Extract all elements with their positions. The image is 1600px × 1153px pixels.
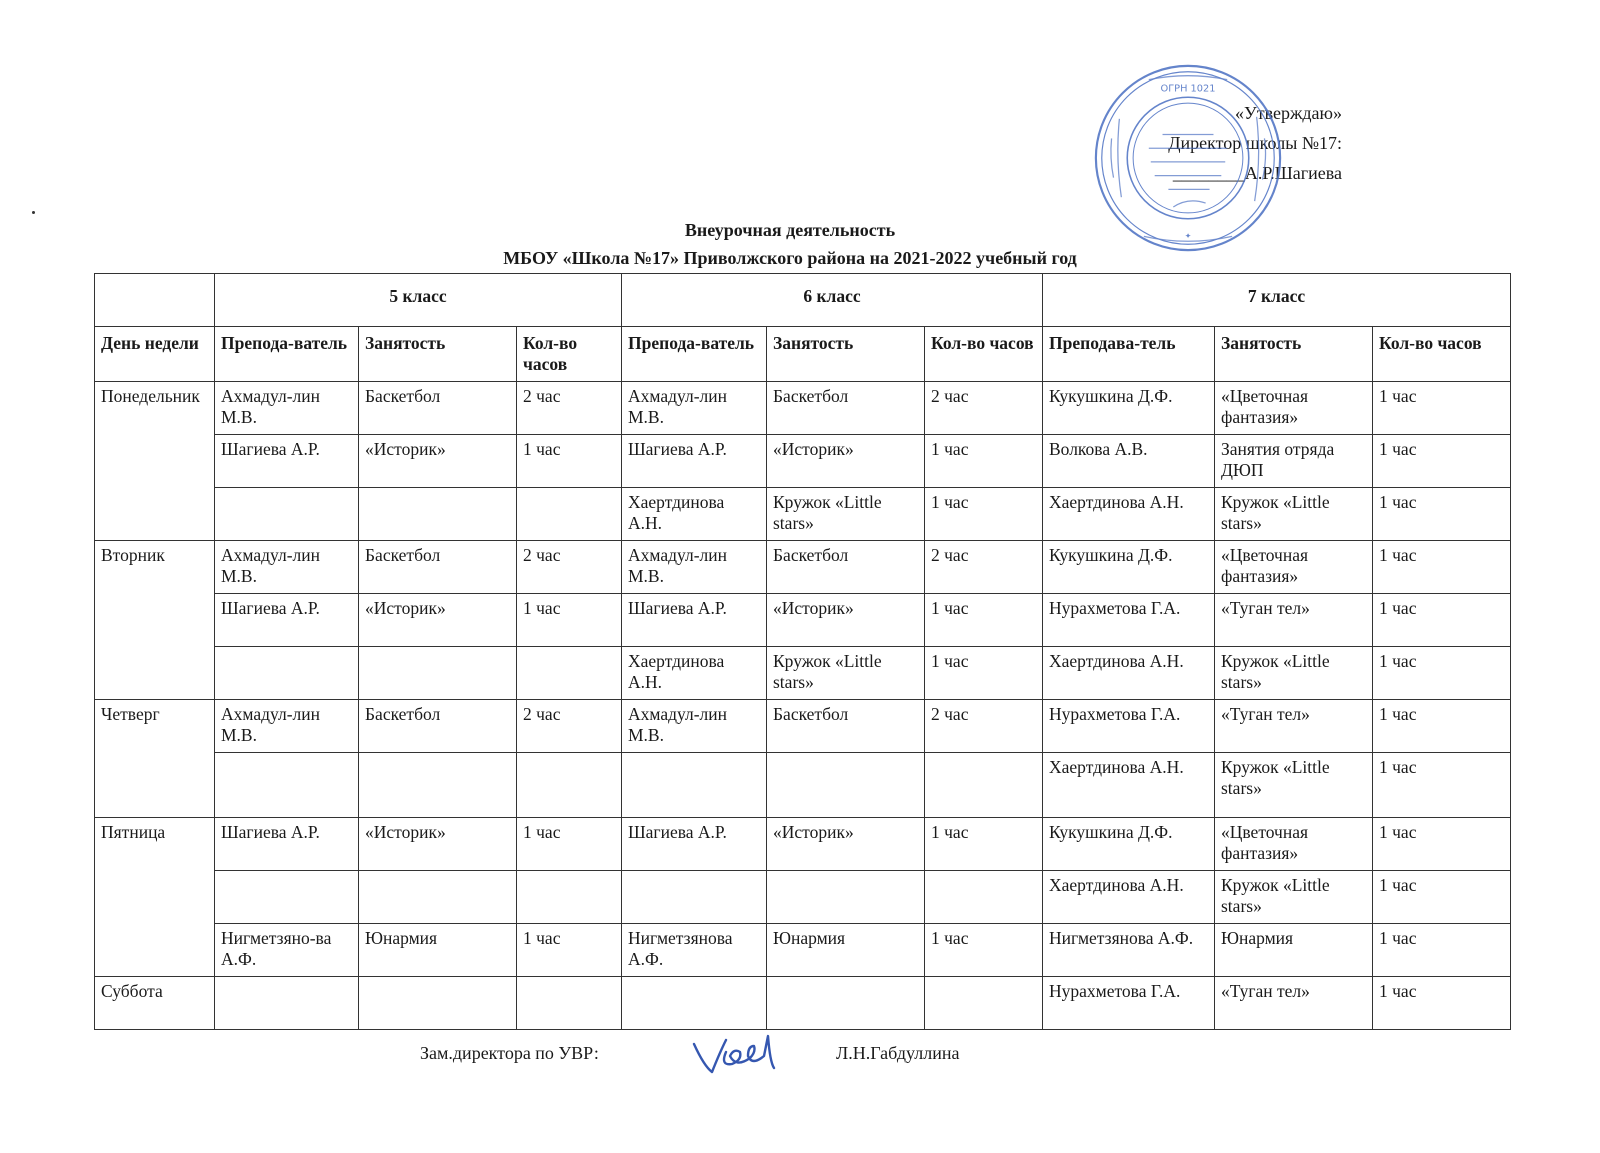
teacher-cell: Хаертдинова А.Н. [622,647,767,700]
activity-cell [359,647,517,700]
column-header-teacher: Препода-ватель [215,327,359,382]
teacher-cell [622,871,767,924]
activity-cell: «Историк» [359,818,517,871]
table-row [95,924,1511,977]
hours-cell: 1 час [517,594,622,647]
teacher-cell [215,753,359,818]
teacher-cell: Шагиева А.Р. [215,594,359,647]
activity-cell: «Туган тел» [1215,594,1373,647]
teacher-cell: Хаертдинова А.Н. [1043,753,1215,818]
teacher-cell: Ахмадул-лин М.В. [622,700,767,753]
activity-cell: Кружок «Little stars» [767,488,925,541]
school-stamp-icon [1090,60,1286,256]
table-row [95,488,1511,541]
activity-cell: «Цветочная фантазия» [1215,382,1373,435]
hours-cell: 1 час [1373,977,1511,1030]
teacher-cell: Кукушкина Д.Ф. [1043,382,1215,435]
grade-5-header: 5 класс [215,274,622,327]
activity-cell [359,488,517,541]
deputy-director-role: Зам.директора по УВР: [420,1043,599,1063]
activity-cell: Кружок «Little stars» [1215,871,1373,924]
activity-cell: «Историк» [767,435,925,488]
teacher-cell [215,871,359,924]
teacher-cell: Нигметзянова А.Ф. [622,924,767,977]
approval-line-1: «Утверждаю» [1234,103,1342,123]
hours-cell: 2 час [925,541,1043,594]
teacher-cell: Нигметзянова А.Ф. [1043,924,1215,977]
table-row [95,977,1511,1030]
activity-cell: «Историк» [767,818,925,871]
table-row [95,753,1511,818]
teacher-cell: Хаертдинова А.Н. [1043,871,1215,924]
activity-cell: Кружок «Little stars» [1215,488,1373,541]
empty-corner-cell [95,274,215,327]
hours-cell [517,647,622,700]
teacher-cell: Хаертдинова А.Н. [1043,647,1215,700]
teacher-cell: Шагиева А.Р. [215,435,359,488]
column-header-activity: Занятость [1215,327,1373,382]
teacher-cell [215,647,359,700]
activity-cell: Кружок «Little stars» [1215,753,1373,818]
teacher-cell: Нурахметова Г.А. [1043,594,1215,647]
teacher-cell: Ахмадул-лин М.В. [215,541,359,594]
activity-cell: Баскетбол [359,700,517,753]
approval-line-2: Директор школы №17: [1168,133,1342,153]
stamp-inner-text: ОГРН 1021 [1160,83,1216,95]
grade-7-header: 7 класс [1043,274,1511,327]
activity-cell: «Историк» [359,594,517,647]
hours-cell: 1 час [1373,435,1511,488]
teacher-cell: Ахмадул-лин М.В. [215,382,359,435]
schedule-body [95,382,1511,1030]
hours-cell: 2 час [925,382,1043,435]
approval-line-3: ________А.Р.Шагиева [1172,163,1342,183]
hours-cell [517,871,622,924]
svg-text:✦: ✦ [1184,231,1192,241]
hours-cell: 1 час [925,435,1043,488]
hours-cell: 2 час [925,700,1043,753]
activity-cell: «Историк» [767,594,925,647]
hours-cell: 1 час [1373,488,1511,541]
hours-cell: 1 час [1373,541,1511,594]
table-row [95,435,1511,488]
column-header-row [95,327,1511,382]
teacher-cell [215,488,359,541]
table-row [95,871,1511,924]
hours-cell: 1 час [517,818,622,871]
hours-cell: 1 час [1373,700,1511,753]
activity-cell: Баскетбол [767,700,925,753]
teacher-cell: Хаертдинова А.Н. [622,488,767,541]
teacher-cell [622,753,767,818]
schedule-table [94,273,1511,1030]
activity-cell: «Туган тел» [1215,700,1373,753]
hours-cell: 1 час [1373,594,1511,647]
hours-cell [517,753,622,818]
activity-cell: Баскетбол [359,541,517,594]
hours-cell: 1 час [1373,647,1511,700]
teacher-cell: Кукушкина Д.Ф. [1043,541,1215,594]
speck [32,211,35,214]
activity-cell: Кружок «Little stars» [1215,647,1373,700]
activity-cell: «Цветочная фантазия» [1215,541,1373,594]
grade-header-row [95,274,1511,327]
activity-cell: Баскетбол [767,382,925,435]
document-title: Внеурочная деятельность [684,220,896,240]
activity-cell: Юнармия [767,924,925,977]
activity-cell: «Туган тел» [1215,977,1373,1030]
hours-cell: 1 час [1373,382,1511,435]
hours-cell: 1 час [1373,818,1511,871]
teacher-cell [215,977,359,1030]
signature-icon [690,1022,790,1082]
table-row [95,382,1511,435]
teacher-cell: Нурахметова Г.А. [1043,977,1215,1030]
document-subtitle: МБОУ «Школа №17» Приволжского района на 2021-2022 учебный год [503,248,1077,268]
hours-cell: 2 час [517,382,622,435]
hours-cell: 2 час [517,700,622,753]
day-cell: Четверг [95,700,215,818]
teacher-cell: Ахмадул-лин М.В. [215,700,359,753]
hours-cell: 1 час [925,594,1043,647]
activity-cell: Юнармия [359,924,517,977]
activity-cell: «Историк» [359,435,517,488]
activity-cell [767,753,925,818]
activity-cell [359,871,517,924]
table-row [95,541,1511,594]
column-header-hours: Кол-во часов [1373,327,1511,382]
hours-cell [925,871,1043,924]
deputy-director-name: Л.Н.Габдуллина [836,1043,960,1063]
hours-cell: 2 час [517,541,622,594]
hours-cell: 1 час [925,924,1043,977]
activity-cell: Занятия отряда ДЮП [1215,435,1373,488]
hours-cell: 1 час [517,435,622,488]
teacher-cell: Волкова А.В. [1043,435,1215,488]
teacher-cell: Нигметзяно-ва А.Ф. [215,924,359,977]
teacher-cell: Шагиева А.Р. [622,594,767,647]
day-cell: Суббота [95,977,215,1030]
hours-cell: 1 час [925,488,1043,541]
hours-cell: 1 час [925,818,1043,871]
column-header-teacher: Препода-ватель [622,327,767,382]
teacher-cell: Ахмадул-лин М.В. [622,541,767,594]
day-cell: Понедельник [95,382,215,541]
teacher-cell: Шагиева А.Р. [622,818,767,871]
activity-cell: Баскетбол [359,382,517,435]
teacher-cell: Ахмадул-лин М.В. [622,382,767,435]
column-header-day: День недели [95,327,215,382]
table-row [95,818,1511,871]
hours-cell [925,753,1043,818]
column-header-activity: Занятость [767,327,925,382]
column-header-hours: Кол-во часов [517,327,622,382]
column-header-teacher: Преподава-тель [1043,327,1215,382]
hours-cell: 1 час [1373,871,1511,924]
hours-cell: 1 час [1373,753,1511,818]
hours-cell: 1 час [1373,924,1511,977]
column-header-hours: Кол-во часов [925,327,1043,382]
day-cell: Вторник [95,541,215,700]
column-header-activity: Занятость [359,327,517,382]
teacher-cell: Шагиева А.Р. [215,818,359,871]
teacher-cell: Шагиева А.Р. [622,435,767,488]
activity-cell: Кружок «Little stars» [767,647,925,700]
activity-cell: Юнармия [1215,924,1373,977]
activity-cell: Баскетбол [767,541,925,594]
activity-cell [767,977,925,1030]
activity-cell [359,977,517,1030]
table-row [95,700,1511,753]
day-cell: Пятница [95,818,215,977]
activity-cell [767,871,925,924]
grade-6-header: 6 класс [622,274,1043,327]
teacher-cell: Кукушкина Д.Ф. [1043,818,1215,871]
hours-cell: 1 час [925,647,1043,700]
hours-cell [925,977,1043,1030]
teacher-cell: Хаертдинова А.Н. [1043,488,1215,541]
table-row [95,594,1511,647]
activity-cell: «Цветочная фантазия» [1215,818,1373,871]
hours-cell [517,977,622,1030]
activity-cell [359,753,517,818]
hours-cell: 1 час [517,924,622,977]
teacher-cell: Нурахметова Г.А. [1043,700,1215,753]
table-row [95,647,1511,700]
hours-cell [517,488,622,541]
